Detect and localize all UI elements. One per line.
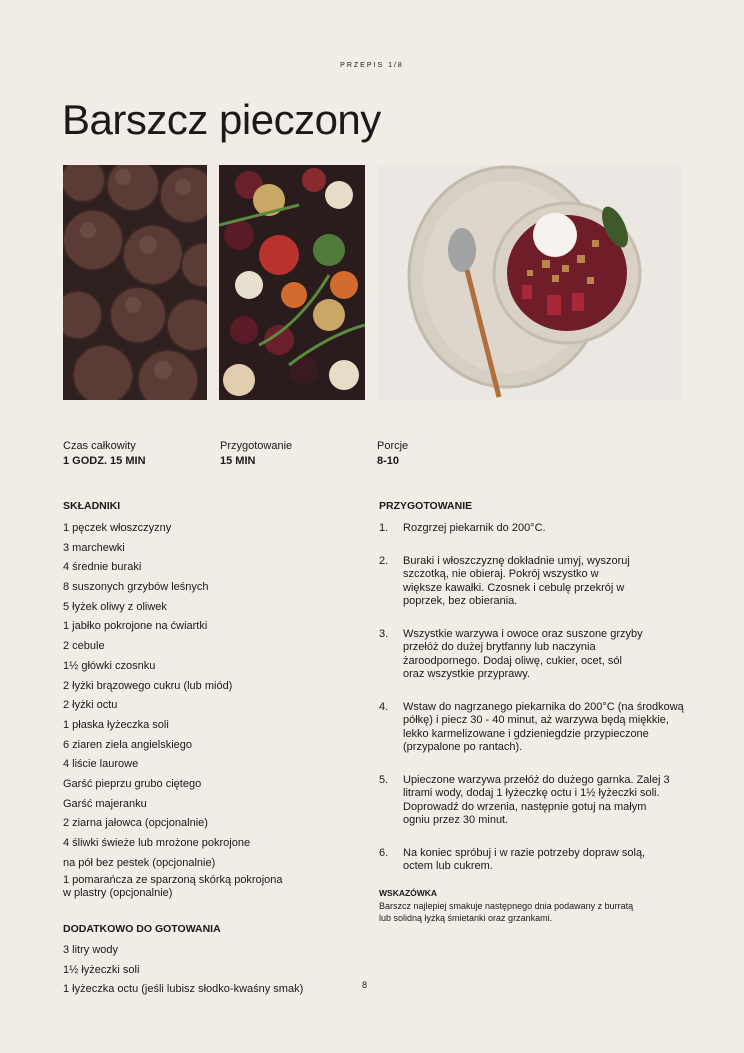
list-item: 1 pomarańcza ze sparzoną skórką pokrojona w plastry (opcjonalnie) — [63, 873, 283, 899]
list-item: 1 łyżeczka octu (jeśli lubisz słodko-kwaśny smak) — [63, 983, 304, 996]
ingredients-heading: SKŁADNIKI — [63, 500, 121, 512]
list-item: 1 pęczek włoszczyzny — [63, 522, 172, 534]
list-item: 2 cebule — [63, 640, 105, 653]
meta-label: Czas całkowity — [63, 440, 136, 452]
step-number: 5. — [379, 773, 389, 786]
list-item: 4 liście laurowe — [63, 758, 139, 771]
page-number: 8 — [362, 980, 368, 990]
list-item: Garść pieprzu grubo ciętego — [63, 777, 202, 790]
soup-bowl-photo — [377, 165, 681, 400]
step-number: 4. — [379, 700, 389, 713]
list-item: na pół bez pestek (opcjonalnie) — [63, 856, 216, 869]
extra-list — [63, 944, 353, 1003]
step-text: Wstaw do nagrzanego piekarnika do 200°C (na środkową półkę) i piecz 30 - 40 minut, aż warzywa będą miękkie, lekko karmelizowane i gdzieniegdzie przypieczone (przypalone po rantach). — [403, 700, 684, 753]
meta-total-time — [63, 439, 146, 469]
step-item — [379, 555, 689, 609]
list-item: 3 marchewki — [63, 541, 125, 554]
list-item: 4 średnie buraki — [63, 561, 142, 574]
meta-prep-time — [220, 439, 292, 469]
step-number: 2. — [379, 554, 389, 567]
list-item: 1 jabłko pokrojone na ćwiartki — [63, 620, 208, 633]
list-item: 2 łyżki brązowego cukru (lub miód) — [63, 679, 233, 692]
meta-value: 8-10 — [377, 455, 400, 467]
list-item: 8 suszonych grzybów leśnych — [63, 581, 209, 594]
meta-label: Porcje — [377, 440, 409, 452]
meta-servings — [377, 439, 408, 469]
list-item: 6 ziaren ziela angielskiego — [63, 738, 193, 751]
list-item: 5 łyżek oliwy z oliwek — [63, 600, 167, 613]
list-item: 3 litry wody — [63, 944, 119, 956]
beets-photo — [63, 165, 207, 400]
step-item — [379, 774, 689, 828]
step-number: 3. — [379, 627, 389, 640]
step-number: 6. — [379, 846, 389, 859]
step-text: Buraki i włoszczyznę dokładnie umyj, wyszoruj szczotką, nie obieraj. Pokrój wszystko w większe kawałki. Czosnek i cebulę przekrój w poprzek, bez obierania. — [403, 554, 630, 607]
recipe-title: Barszcz pieczony — [62, 96, 381, 143]
step-item — [379, 701, 689, 755]
step-text: Na koniec spróbuj i w razie potrzeby dopraw solą, octem lub cukrem. — [403, 846, 646, 872]
step-text: Rozgrzej piekarnik do 200°C. — [403, 522, 546, 534]
ingredients-list — [63, 522, 323, 908]
list-item: 2 ziarna jałowca (opcjonalnie) — [63, 817, 208, 830]
step-item — [379, 847, 689, 874]
step-item — [379, 628, 689, 682]
list-item: 1½ łyżeczki soli — [63, 963, 140, 976]
preparation-steps — [379, 522, 689, 893]
step-item — [379, 522, 689, 536]
meta-label: Przygotowanie — [220, 440, 293, 452]
list-item: 1 płaska łyżeczka soli — [63, 718, 169, 731]
meta-value: 1 GODZ. 15 MIN — [63, 455, 146, 467]
page-label: PRZEPIS 1/8 — [340, 62, 404, 69]
step-number: 1. — [379, 522, 389, 534]
meta-value: 15 MIN — [220, 455, 256, 467]
step-text: Upieczone warzywa przełóż do dużego garnka. Zalej 3 litrami wody, dodaj 1 łyżeczkę octu i 1½ łyżeczki soli. Doprowadź do wrzenia, następnie gotuj na małym ogniu przez 30 minut. — [403, 773, 670, 826]
list-item: 1½ główki czosnku — [63, 659, 156, 672]
step-text: Wszystkie warzywa i owoce oraz suszone grzyby przełóż do dużej brytfanny lub naczynia żaroodpornego. Dodaj oliwę, cukier, ocet, sól oraz wszystkie przyprawy. — [403, 627, 643, 680]
tip-heading: WSKAZÓWKA — [379, 888, 438, 898]
extra-heading: DODATKOWO DO GOTOWANIA — [63, 923, 221, 935]
list-item: Garść majeranku — [63, 797, 147, 810]
list-item: 2 łyżki octu — [63, 699, 118, 712]
preparation-heading: PRZYGOTOWANIE — [379, 500, 473, 512]
tip-text: Barszcz najlepiej smakuje następnego dnia podawany z burratą lub solidną łyżką śmietanki oraz grzankami. — [379, 901, 634, 923]
list-item: 4 śliwki świeże lub mrożone pokrojone — [63, 837, 251, 849]
vegetables-photo — [219, 165, 365, 400]
